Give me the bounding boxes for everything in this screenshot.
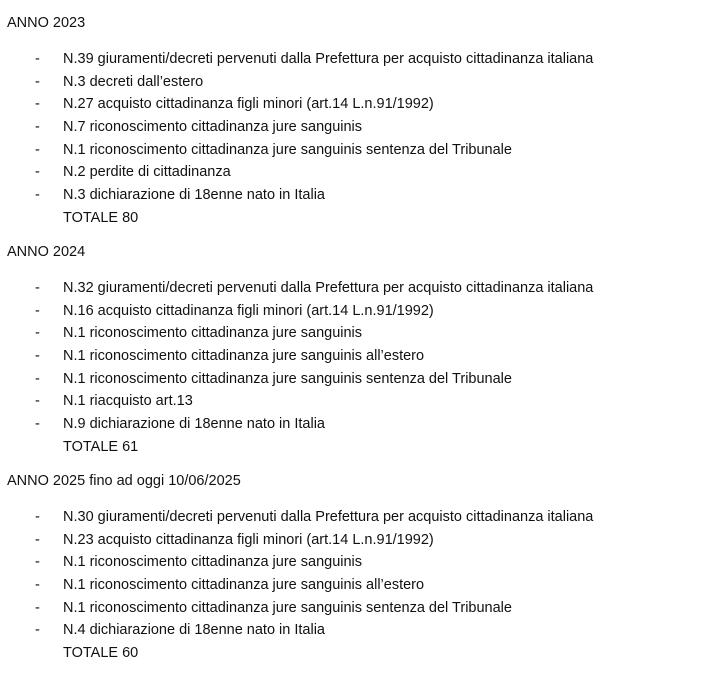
- bullet-dash: -: [35, 393, 40, 410]
- list-item-text: N.2 perdite di cittadinanza: [63, 164, 231, 181]
- list-item-text: N.3 dichiarazione di 18enne nato in Italia: [63, 187, 325, 204]
- list-item: [0, 620, 713, 643]
- list-item: [0, 575, 713, 598]
- bullet-dash: -: [35, 325, 40, 342]
- list-item: [0, 414, 713, 437]
- list-item: [0, 140, 713, 163]
- list-item: [0, 49, 713, 72]
- list-item-text: N.1 riconoscimento cittadinanza jure sanguinis all’estero: [63, 348, 425, 365]
- list-item-text: N.23 acquisto cittadinanza figli minori (art.14 L.n.91/1992): [63, 531, 434, 548]
- list-item-text: N.1 riconoscimento cittadinanza jure sanguinis sentenza del Tribunale: [63, 370, 512, 387]
- list-item: [0, 552, 713, 575]
- list-item: [0, 530, 713, 553]
- bullet-dash: -: [35, 119, 40, 136]
- section-heading: ANNO 2023: [7, 15, 86, 31]
- list-item-text: N.1 riconoscimento cittadinanza jure sanguinis all’estero: [63, 577, 425, 594]
- list-item-text: N.1 riconoscimento cittadinanza jure sanguinis: [63, 554, 363, 571]
- bullet-dash: -: [35, 531, 40, 548]
- bullet-dash: -: [35, 51, 40, 67]
- list-item-text: N.1 riconoscimento cittadinanza jure sanguinis sentenza del Tribunale: [63, 599, 512, 616]
- item-list: [0, 49, 713, 230]
- section-heading: ANNO 2025 fino ad oggi 10/06/2025: [7, 473, 241, 489]
- list-item-text: N.30 giuramenti/decreti pervenuti dalla Prefettura per acquisto cittadinanza italiana: [63, 509, 594, 525]
- list-item: [0, 323, 713, 346]
- list-item: [0, 346, 713, 369]
- list-item-text: N.32 giuramenti/decreti pervenuti dalla Prefettura per acquisto cittadinanza italiana: [63, 280, 594, 296]
- list-item: [0, 72, 713, 95]
- list-item-text: N.1 riacquisto art.13: [63, 393, 193, 410]
- bullet-dash: -: [35, 96, 40, 113]
- list-item: [0, 94, 713, 117]
- bullet-dash: -: [35, 509, 40, 525]
- list-item-text: N.7 riconoscimento cittadinanza jure sanguinis: [63, 119, 363, 136]
- list-item-text: N.39 giuramenti/decreti pervenuti dalla Prefettura per acquisto cittadinanza italiana: [63, 51, 594, 67]
- list-item: [0, 391, 713, 414]
- bullet-dash: -: [35, 554, 40, 571]
- list-item-text: N.4 dichiarazione di 18enne nato in Italia: [63, 622, 325, 639]
- bullet-dash: -: [35, 302, 40, 319]
- list-item: [0, 185, 713, 208]
- bullet-dash: -: [35, 599, 40, 616]
- section-total: TOTALE 60: [63, 645, 139, 662]
- bullet-dash: -: [35, 622, 40, 639]
- bullet-dash: -: [35, 141, 40, 158]
- bullet-dash: -: [35, 164, 40, 181]
- section-heading: ANNO 2024: [7, 244, 86, 260]
- list-item-text: N.1 riconoscimento cittadinanza jure sanguinis: [63, 325, 363, 342]
- list-item-text: N.3 decreti dall’estero: [63, 73, 204, 90]
- bullet-dash: -: [35, 187, 40, 204]
- bullet-dash: -: [35, 73, 40, 90]
- list-item: [0, 598, 713, 621]
- list-item-text: N.16 acquisto cittadinanza figli minori (art.14 L.n.91/1992): [63, 302, 434, 319]
- bullet-dash: -: [35, 280, 40, 296]
- list-item: [0, 278, 713, 301]
- bullet-dash: -: [35, 348, 40, 365]
- list-item: [0, 369, 713, 392]
- item-list: [0, 278, 713, 459]
- bullet-dash: -: [35, 370, 40, 387]
- list-item-text: N.9 dichiarazione di 18enne nato in Italia: [63, 416, 325, 433]
- bullet-dash: -: [35, 577, 40, 594]
- list-item-text: N.1 riconoscimento cittadinanza jure sanguinis sentenza del Tribunale: [63, 141, 512, 158]
- section-total: TOTALE 61: [63, 438, 139, 455]
- item-list: [0, 507, 713, 665]
- bullet-dash: -: [35, 416, 40, 433]
- list-item: [0, 507, 713, 530]
- list-item: [0, 162, 713, 185]
- section-total: TOTALE 80: [63, 209, 139, 226]
- list-item: [0, 301, 713, 324]
- list-item: [0, 117, 713, 140]
- list-item-text: N.27 acquisto cittadinanza figli minori (art.14 L.n.91/1992): [63, 96, 434, 113]
